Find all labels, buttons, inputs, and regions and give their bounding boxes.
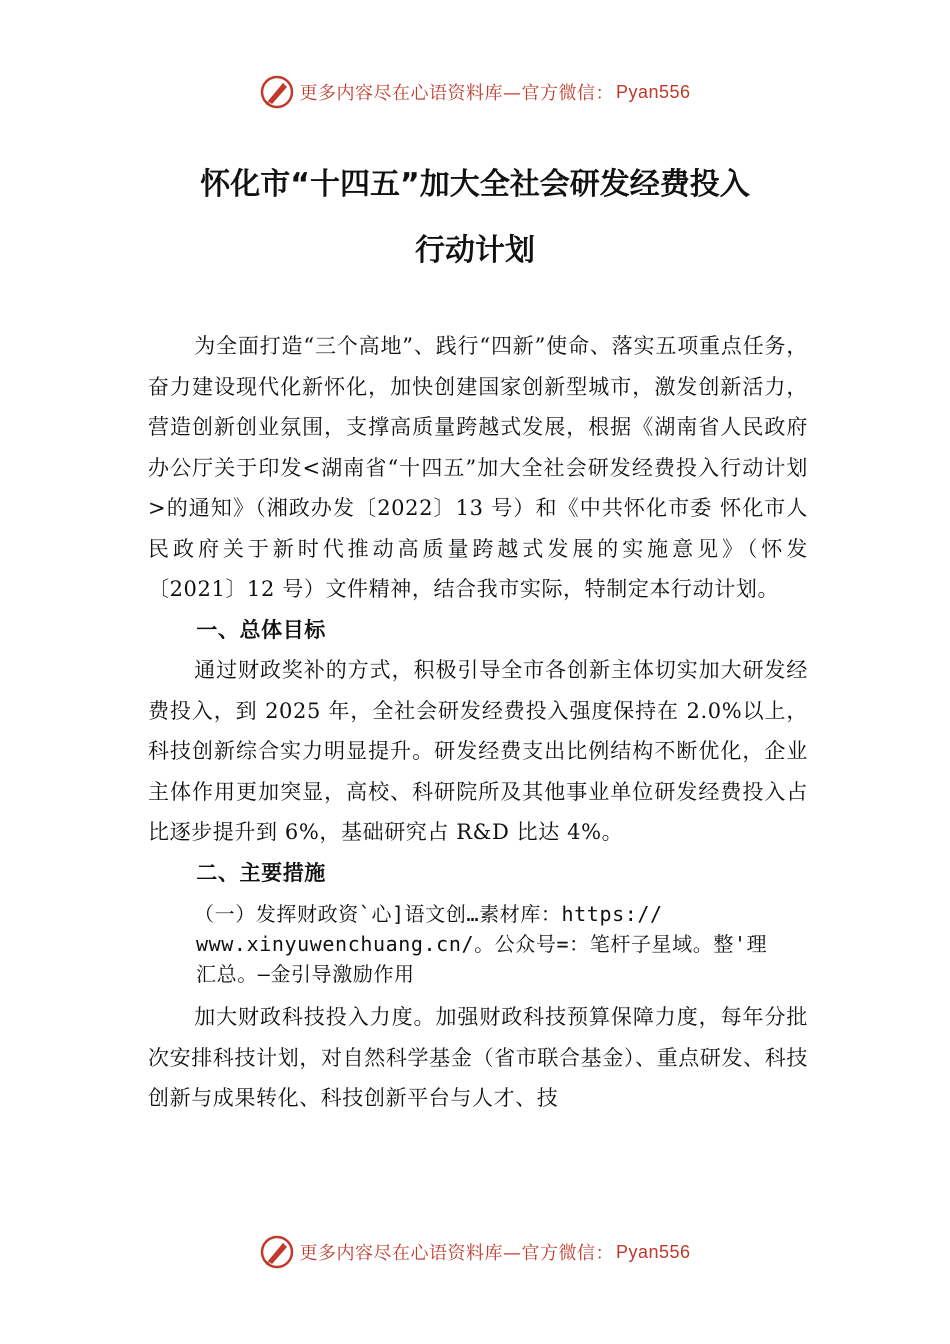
subsection-1-paragraph: 加大财政科技投入力度。加强财政科技预算保障力度，每年分批次安排科技计划，对自然科学基金（省市联合基金）、重点研发、科技创新与成果转化、科技创新平台与人才、技	[148, 1005, 808, 1110]
section-heading-main-measures: 二、主要措施	[196, 860, 326, 885]
subsection-heading-1-line-2: www.xinyuwenchuang.cn/。公众号=：笔杆子星域。整'理	[196, 932, 768, 956]
watermark-header	[0, 72, 950, 112]
watermark-text: 更多内容尽在心语资料库—官方微信：	[299, 83, 614, 104]
watermark-text: 更多内容尽在心语资料库—官方微信：	[299, 1243, 614, 1264]
intro-paragraph: 为全面打造“三个高地”、践行“四新”使命、落实五项重点任务，奋力建设现代化新怀化，加快创建国家创新型城市，激发创新活力，营造创新创业氛围，支撑高质量跨越式发展，根据《湖南省人民政府办公厅关于印发<湖南省“十四五”加大全社会研发经费投入行动计划>的通知》（湘政办发〔2022〕13 号）和《中共怀化市委 怀化市人民政府关于新时代推动高质量跨越式发展的实施意见》（怀发〔2021〕12 号）文件精神，结合我市实际，特制定本行动计划。	[148, 334, 808, 601]
watermark-footer	[0, 1232, 950, 1272]
pen-logo-icon	[259, 74, 295, 110]
watermark-wechat-id: Pyan556	[615, 81, 691, 102]
overall-goal-paragraph: 通过财政奖补的方式，积极引导全市各创新主体切实加大研发经费投入，到 2025 年，全社会研发经费投入强度保持在 2.0%以上，科技创新综合实力明显提升。研发经费支出比例结构不断优化，企业主体作用更加突显，高校、科研院所及其他事业单位研发经费投入占比逐步提升到 6%，基础研究占 R&D 比达 4%。	[148, 658, 808, 844]
pen-logo-icon	[259, 1234, 295, 1270]
title-line-2: 行动计划	[415, 233, 535, 268]
title-line-1: 怀化市“十四五”加大全社会研发经费投入	[200, 167, 750, 202]
document-body	[148, 326, 808, 1119]
section-heading-overall-goal: 一、总体目标	[196, 617, 326, 642]
subsection-heading-1-line-3: 汇总。—金引导激励作用	[196, 962, 415, 986]
document-title	[0, 152, 950, 284]
subsection-heading-1	[148, 899, 838, 989]
subsection-heading-1-line-1: （一）发挥财政资`心]语文创…素材库：https://	[194, 902, 663, 926]
watermark-wechat-id: Pyan556	[615, 1241, 691, 1262]
